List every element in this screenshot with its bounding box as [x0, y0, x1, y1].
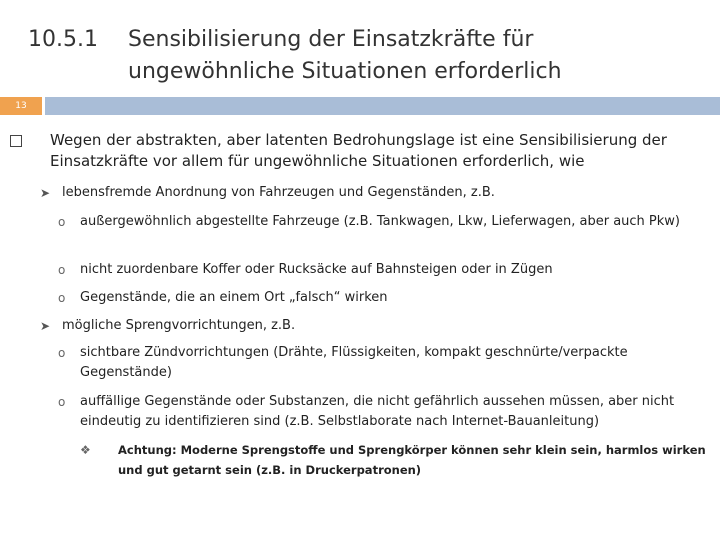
list-item: [58, 212, 708, 232]
intro-item: [10, 130, 710, 172]
list-item: [58, 392, 708, 432]
list-item: [58, 343, 708, 383]
item-text: auffällige Gegenstände oder Substanzen, die nicht gefährlich aussehen müssen, aber nicht eindeutig zu identifizieren sind (z.B. Selbstlaborate nach Internet-Bauanleitung): [80, 394, 675, 429]
item-text: nicht zuordenbare Koffer oder Rucksäcke auf Bahnsteigen oder in Zügen: [80, 262, 553, 277]
item-text: außergewöhnlich abgestellte Fahrzeuge (z.B. Tankwagen, Lkw, Lieferwagen, aber auch Pkw): [80, 214, 680, 229]
arrow-bullet-icon: ➤: [40, 186, 51, 200]
list-item: [58, 260, 708, 280]
note-text: Achtung: Moderne Sprengstoffe und Sprengkörper können sehr klein sein, harmlos wirken und gut getarnt sein (z.B. in Druckerpatronen): [118, 443, 706, 477]
section-number: 10.5.1: [28, 27, 98, 52]
slide-number: 13: [0, 97, 42, 115]
group-1-label: lebensfremde Anordnung von Fahrzeugen und Gegenständen, z.B.: [62, 185, 495, 200]
arrow-bullet-icon: ➤: [40, 319, 51, 333]
note-item: [80, 440, 710, 480]
intro-text: Wegen der abstrakten, aber latenten Bedrohungslage ist eine Sensibilisierung der Einsatzkräfte vor allem für ungewöhnliche Situationen erforderlich, wie: [50, 131, 667, 170]
circle-bullet-icon: o: [58, 215, 66, 229]
list-item-group-2: [40, 316, 710, 336]
circle-bullet-icon: o: [58, 395, 66, 409]
group-2-label: mögliche Sprengvorrichtungen, z.B.: [62, 318, 296, 333]
item-text: Gegenstände, die an einem Ort „falsch“ wirken: [80, 290, 388, 305]
circle-bullet-icon: o: [58, 346, 66, 360]
diamond-bullet-icon: ❖: [80, 443, 91, 457]
circle-bullet-icon: o: [58, 263, 66, 277]
square-bullet-icon: [10, 135, 22, 147]
title-line-1: Sensibilisierung der Einsatzkräfte für: [128, 27, 534, 52]
list-item: [58, 288, 708, 308]
item-text: sichtbare Zündvorrichtungen (Drähte, Flüssigkeiten, kompakt geschnürte/verpackte Gegenstände): [80, 345, 628, 380]
list-item-group-1: [40, 183, 710, 203]
circle-bullet-icon: o: [58, 291, 66, 305]
title-line-2: ungewöhnliche Situationen erforderlich: [128, 59, 562, 84]
